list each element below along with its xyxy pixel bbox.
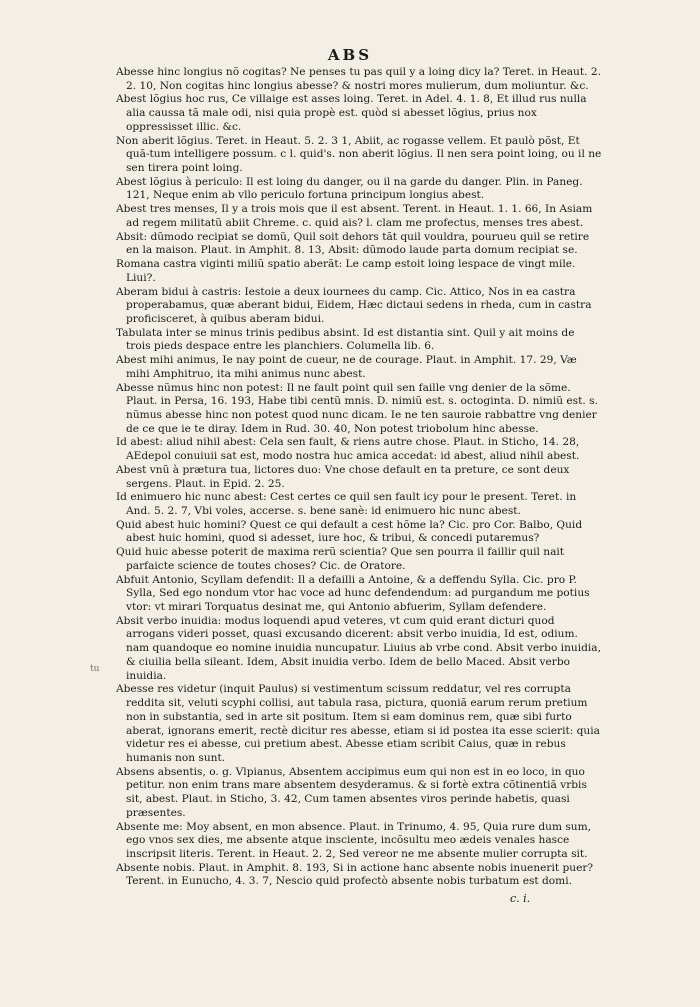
dictionary-entry: Abesse res videtur (inquit Paulus) si vestimentum scissum reddatur, vel res corrupta reddita sit, veluti scyphi collisi, aut tabula rasa, pictura, quoniã earum rerum pretium non in substantia, sed in arte sit positum. Item si eam dominus rem, quæ sibi furto aberat, ignorans emerit, rectè dicitur res abesse, etiam si id postea ita esse scierit: quia videtur res ei abesse, cui pretium abest. Abesse etiam scribit Caius, quæ in rebus humanis non sunt. — [116, 683, 600, 764]
dictionary-text — [116, 66, 602, 889]
dictionary-entry: Abfuit Antonio, Scyllam defendit: Il a defailli a Antoine, & a deffendu Sylla. Cic. pro P. Sylla, Sed ego nondum vtor hac voce ad hunc defendendum: ad purgandum me potius vtor: vt mirari Torquatus desinat me, qui Antonio abfuerim, Syllam defendere. — [116, 573, 590, 614]
margin-note: tu — [90, 664, 100, 674]
dictionary-entry: Absens absentis, o. g. Vlpianus, Absentem accipimus eum qui non est in eo loco, in quo petitur. non enim trans mare absentem desyderamus. & si fortè extra cõtinentiã vrbis sit, abest. Plaut. in Sticho, 3. 42, Cum tamen absentes viros perinde habetis, quasi præsentes. — [116, 765, 587, 819]
dictionary-entry: Non aberit lõgius. Teret. in Heaut. 5. 2. 3 1, Abiit, ac rogasse vellem. Et paulò põst, Et quã-tum intelligere possum. c l. quid's. non aberit lõgius. Il nen sera point loing, ou il ne sen tirera point loing. — [116, 134, 602, 175]
dictionary-entry: Quid huic abesse poterit de maxima rerũ scientia? Que sen pourra il faillir quil nait parfaicte science de toutes choses? Cic. de Oratore. — [116, 546, 565, 572]
dictionary-entry: Abest lõgius à periculo: Il est loing du danger, ou il na garde du danger. Plin. in Paneg. 121, Neque enim ab vllo periculo fortuna principum longius abest. — [116, 175, 583, 202]
dictionary-entry: Id abest: aliud nihil abest: Cela sen fault, & riens autre chose. Plaut. in Sticho, 14. 28, AEdepol conuiuii sat est, modo nostra huc amica accedat: id abest, aliud nihil abest. — [116, 436, 580, 463]
dictionary-entry: Abest tres menses, Il y a trois mois que il est absent. Terent. in Heaut. 1. 1. 66, In Asiam ad regem militatũ abiit Chreme. c. quid ais? l. clam me profectus, menses tres abest. — [116, 203, 593, 229]
dictionary-entry: Abest vnũ à prætura tua, lictores duo: Vne chose default en ta preture, ce sont deux sergens. Plaut. in Epid. 2. 25. — [116, 463, 570, 490]
dictionary-entry: Absente me: Moy absent, en mon absence. Plaut. in Trinumo, 4. 95, Quia rure dum sum, ego vnos sex dies, me absente atque insciente, incõsultu meo ædeis venales hasce inscripsit literis. Terent. in Heaut. 2. 2, Sed vereor ne me absente mulier corrupta sit. — [116, 820, 592, 860]
dictionary-entry: Abest mihi animus, Ie nay point de cueur, ne de courage. Plaut. in Amphit. 17. 29, Væ mihi Amphitruo, ita mihi animus nunc abest. — [116, 354, 577, 380]
dictionary-entry: Absit verbo inuidia: modus loquendi apud veteres, vt cum quid erant dicturi quod arrogans videri posset, quasi excusando dicerent: absit verbo inuidia, Id est, odium. nam quandoque eo nomine inuidia nuncupatur. Liuius ab vrbe cond. Absit verbo inuidia, & ciuilia bella sileant. Idem, Absit inuidia verbo. Idem de bello Maced. Absit verbo inuidia. — [116, 614, 601, 682]
dictionary-entry: Abesse nũmus hinc non potest: Il ne fault point quil sen faille vng denier de la sõme. Plaut. in Persa, 16. 193, Habe tibi centũ mnis. D. nimiũ est. s. octoginta. D. nimiũ est. s. nũmus abesse hinc non potest quod nunc dicam. Ie ne ten sauroie rabbattre vng denier de ce que ie te diray. Idem in Rud. 30. 40, Non potest triobolum hinc abesse. — [116, 381, 598, 435]
dictionary-entry: Romana castra viginti miliũ spatio aberãt: Le camp estoit loing lespace de vingt mile. Liui?. — [116, 258, 576, 284]
dictionary-entry: Absit: dũmodo recipiat se domũ, Quil soit dehors tãt quil vouldra, pourueu quil se retire en la maison. Plaut. in Amphit. 8. 13, Absit: dũmodo laude parta domum recipiat se. — [116, 230, 590, 257]
dictionary-entry: Tabulata inter se minus trinis pedibus absint. Id est distantia sint. Quil y ait moins de trois pieds despace entre les planchiers. Columella lib. 6. — [116, 326, 575, 353]
running-header: ABS — [327, 46, 373, 64]
dictionary-entry: Abest lõgius hoc rus, Ce villaige est asses loing. Teret. in Adel. 4. 1. 8, Et illud rus nulla alia caussa tã male odi, nisi quia propè est. quòd si abesset lõgius, prius nox oppressisset illic. &c. — [116, 93, 587, 133]
dictionary-entry: Absente nobis. Plaut. in Amphit. 8. 193, Si in actione hanc absente nobis inuenerit puer? Terent. in Eunucho, 4. 3. 7, Nescio quid profectò absente nobis turbatum est domi. — [116, 861, 594, 888]
dictionary-entry: Aberam bidui à castris: Iestoie a deux iournees du camp. Cic. Attico, Nos in ea castra properabamus, quæ aberant bidui, Eidem, Hæc dictaui sedens in rheda, cum in castra proficisceret, à quibus aberam bidui. — [116, 285, 592, 325]
signature-mark: c. i. — [510, 892, 531, 905]
dictionary-entry: Abesse hinc longius nõ cogitas? Ne penses tu pas quil y a loing dicy la? Teret. in Heaut. 2. 2. 10, Non cogitas hinc longius abesse? & nostri mores mulierum, dum moliuntur. &c. — [116, 66, 601, 92]
dictionary-entry: Quid abest huic homini? Quest ce qui default a cest hõme la? Cic. pro Cor. Balbo, Quid abest huic homini, quod si adesset, iure hoc, & tribui, & concedi putaremus? — [116, 518, 583, 545]
dictionary-entry: Id enimuero hic nunc abest: Cest certes ce quil sen fault icy pour le present. Teret. in And. 5. 2. 7, Vbi voles, accerse. s. bene sanè: id enimuero hic nunc abest. — [116, 491, 577, 517]
